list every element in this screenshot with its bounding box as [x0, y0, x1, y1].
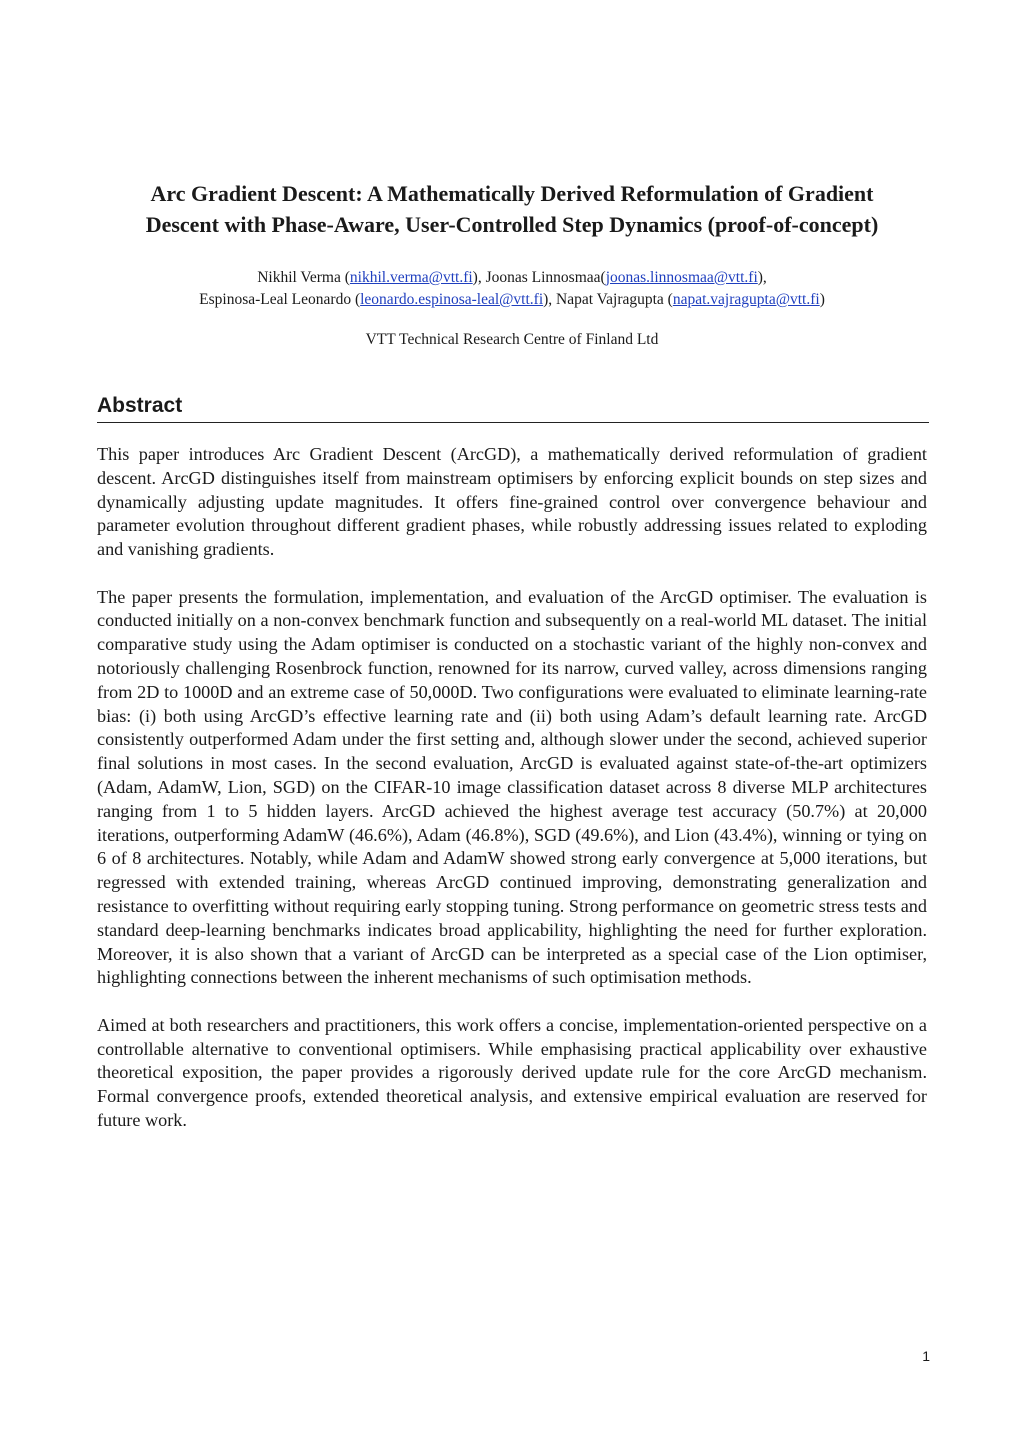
abstract-heading: Abstract — [97, 392, 929, 423]
affiliation: VTT Technical Research Centre of Finland Ltd — [365, 331, 659, 348]
abstract-body — [97, 443, 927, 1156]
author-name: Espinosa-Leal Leonardo — [199, 291, 352, 308]
abstract-paragraph: Aimed at both researchers and practitioners, this work offers a concise, implementation-oriented perspective on a controllable alternative to conventional optimisers. While emphasising practical applicability over exhaustive theoretical exposition, the paper provides a rigorously derived update rule for the core ArcGD mechanism. Formal convergence proofs, extended theoretical analysis, and extensive empirical evaluation are reserved for future work. — [97, 1014, 927, 1130]
author-email-link[interactable]: joonas.linnosmaa@vtt.fi — [605, 269, 758, 286]
paper-title — [60, 178, 964, 240]
author-name: Nikhil Verma — [257, 269, 341, 286]
author-line-2: Espinosa-Leal Leonardo (leonardo.espinosa-leal@vtt.fi), Napat Vajragupta (napat.vajragupta@vtt.fi) — [199, 291, 825, 308]
author-line-1: Nikhil Verma (nikhil.verma@vtt.fi), Joonas Linnosmaa(joonas.linnosmaa@vtt.fi), — [257, 269, 767, 286]
paper-title-line-2: Descent with Phase-Aware, User-Controlled Step Dynamics (proof-of-concept) — [145, 212, 879, 237]
abstract-paragraph: This paper introduces Arc Gradient Descent (ArcGD), a mathematically derived reformulation of gradient descent. ArcGD distinguishes itself from mainstream optimisers by enforcing explicit bounds on step sizes and dynamically adjusting update magnitudes. It offers fine-grained control over convergence behaviour and parameter evolution throughout different gradient phases, while robustly addressing issues related to exploding and vanishing gradients. — [97, 444, 927, 560]
author-email-link[interactable]: leonardo.espinosa-leal@vtt.fi — [360, 291, 544, 308]
page-number: 1 — [922, 1348, 930, 1364]
author-list — [40, 267, 984, 311]
author-name: Napat Vajragupta — [556, 291, 664, 308]
author-email-link[interactable]: napat.vajragupta@vtt.fi — [672, 291, 820, 308]
author-name: Joonas Linnosmaa — [485, 269, 601, 286]
paper-title-line-1: Arc Gradient Descent: A Mathematically Derived Reformulation of Gradient — [150, 181, 874, 206]
abstract-paragraph: The paper presents the formulation, implementation, and evaluation of the ArcGD optimiser. The evaluation is conducted initially on a non-convex benchmark function and subsequently on a real-world ML dataset. The initial comparative study using the Adam optimiser is conducted on a stochastic variant of the highly non-convex and notoriously challenging Rosenbrock function, renowned for its narrow, curved valley, across dimensions ranging from 2D to 1000D and an extreme case of 50,000D. Two configurations were evaluated to eliminate learning-rate bias: (i) both using ArcGD’s effective learning rate and (ii) both using Adam’s default learning rate. ArcGD consistently outperformed Adam under the first setting and, although slower under the second, achieved superior final solutions in most cases. In the second evaluation, ArcGD is evaluated against state-of-the-art optimizers (Adam, AdamW, Lion, SGD) on the CIFAR-10 image classification dataset across 8 diverse MLP architectures ranging from 1 to 5 hidden layers. ArcGD achieved the highest average test accuracy (50.7%) at 20,000 iterations, outperforming AdamW (46.6%), Adam (46.8%), SGD (49.6%), and Lion (43.4%), winning or tying on 6 of 8 architectures. Notably, while Adam and AdamW showed strong early convergence at 5,000 iterations, but regressed with extended training, whereas ArcGD continued improving, demonstrating generalization and resistance to overfitting without requiring early stopping tuning. Strong performance on geometric stress tests and standard deep-learning benchmarks indicates broad applicability, highlighting the need for further exploration. Moreover, it is also shown that a variant of ArcGD can be interpreted as a special case of the Lion optimiser, highlighting connections between the inherent mechanisms of such optimisation methods. — [97, 586, 927, 988]
author-email-link[interactable]: nikhil.verma@vtt.fi — [349, 269, 473, 286]
